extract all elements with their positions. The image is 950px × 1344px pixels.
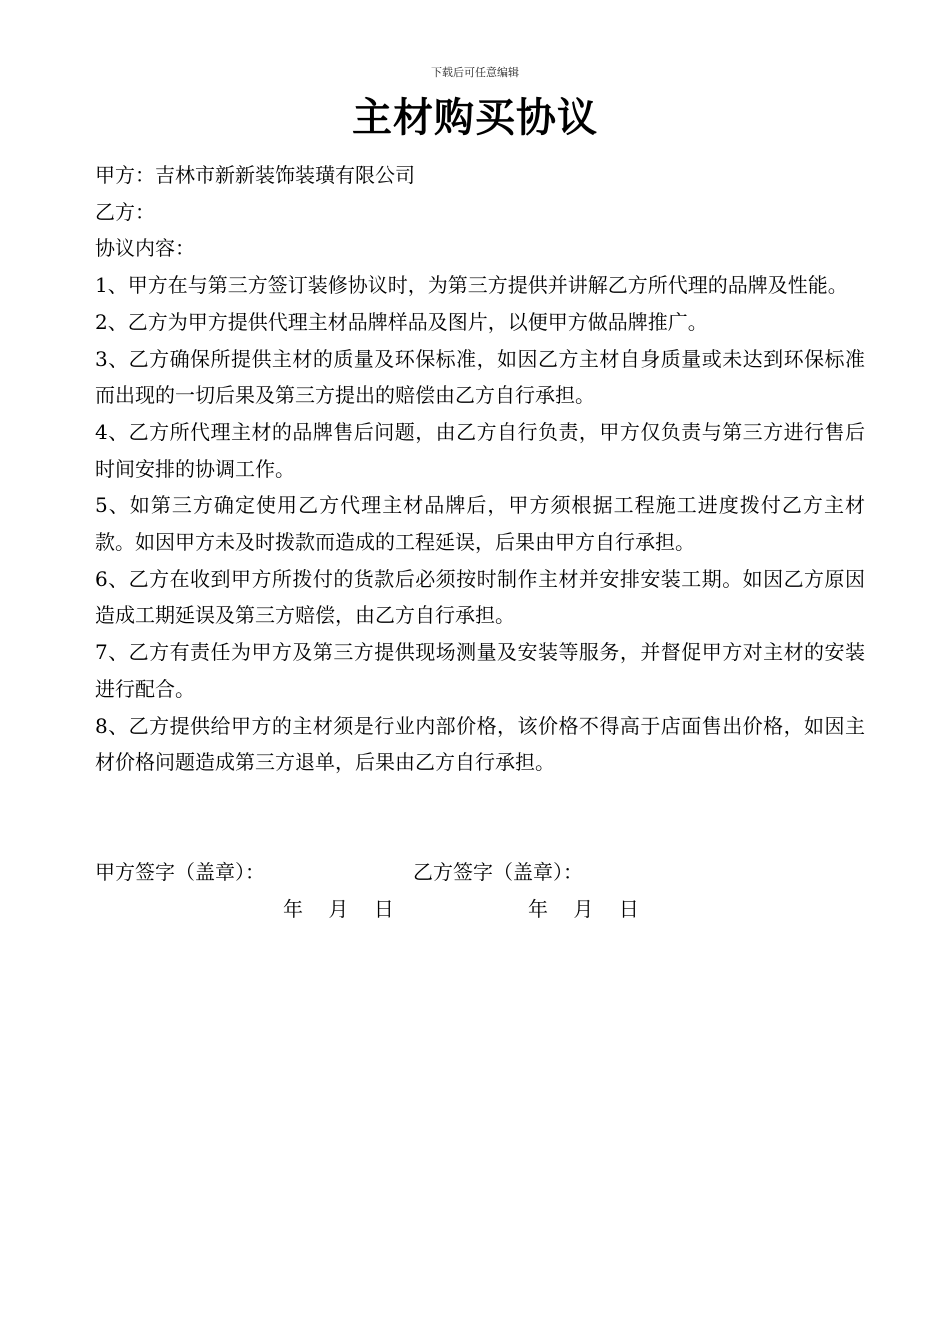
clause-2: 2、乙方为甲方提供代理主材品牌样品及图片，以便甲方做品牌推广。 xyxy=(95,309,708,334)
party-a-date: 年 月 日 xyxy=(283,897,394,921)
party-b-signature-label: 乙方签字（盖章）： xyxy=(413,860,583,884)
clause-1: 1、甲方在与第三方签订装修协议时，为第三方提供并讲解乙方所代理的品牌及性能。 xyxy=(95,273,848,298)
clause-6: 6、乙方在收到甲方所拨付的货款后必须按时制作主材并安排安装工期。如因乙方原因造成工期延误及第三方赔偿，由乙方自行承担。 xyxy=(95,566,865,628)
agreement-body xyxy=(95,157,865,781)
clause-8: 8、乙方提供给甲方的主材须是行业内部价格，该价格不得高于店面售出价格，如因主材价格问题造成第三方退单，后果由乙方自行承担。 xyxy=(95,713,865,775)
header-note: 下载后可任意编辑 xyxy=(431,66,519,79)
clause-5: 5、如第三方确定使用乙方代理主材品牌后，甲方须根据工程施工进度拨付乙方主材款。如因甲方未及时拨款而造成的工程延误，后果由甲方自行承担。 xyxy=(95,493,865,555)
content-heading: 协议内容： xyxy=(95,236,195,261)
party-b-date: 年 月 日 xyxy=(528,897,639,921)
party-a-line: 甲方：吉林市新新装饰装璜有限公司 xyxy=(95,163,415,187)
signature-dates-row xyxy=(95,891,865,1035)
party-a-signature-label: 甲方签字（盖章）： xyxy=(95,860,265,884)
document-title: 主材购买协议 xyxy=(352,95,598,141)
party-b-line: 乙方： xyxy=(95,199,155,224)
clause-3: 3、乙方确保所提供主材的质量及环保标准，如因乙方主材自身质量或未达到环保标准而出现的一切后果及第三方提出的赔偿由乙方自行承担。 xyxy=(95,346,865,408)
clause-7: 7、乙方有责任为甲方及第三方提供现场测量及安装等服务，并督促甲方对主材的安装进行配合。 xyxy=(95,640,865,701)
clause-4: 4、乙方所代理主材的品牌售后问题，由乙方自行负责，甲方仅负责与第三方进行售后时间安排的协调工作。 xyxy=(95,419,865,481)
